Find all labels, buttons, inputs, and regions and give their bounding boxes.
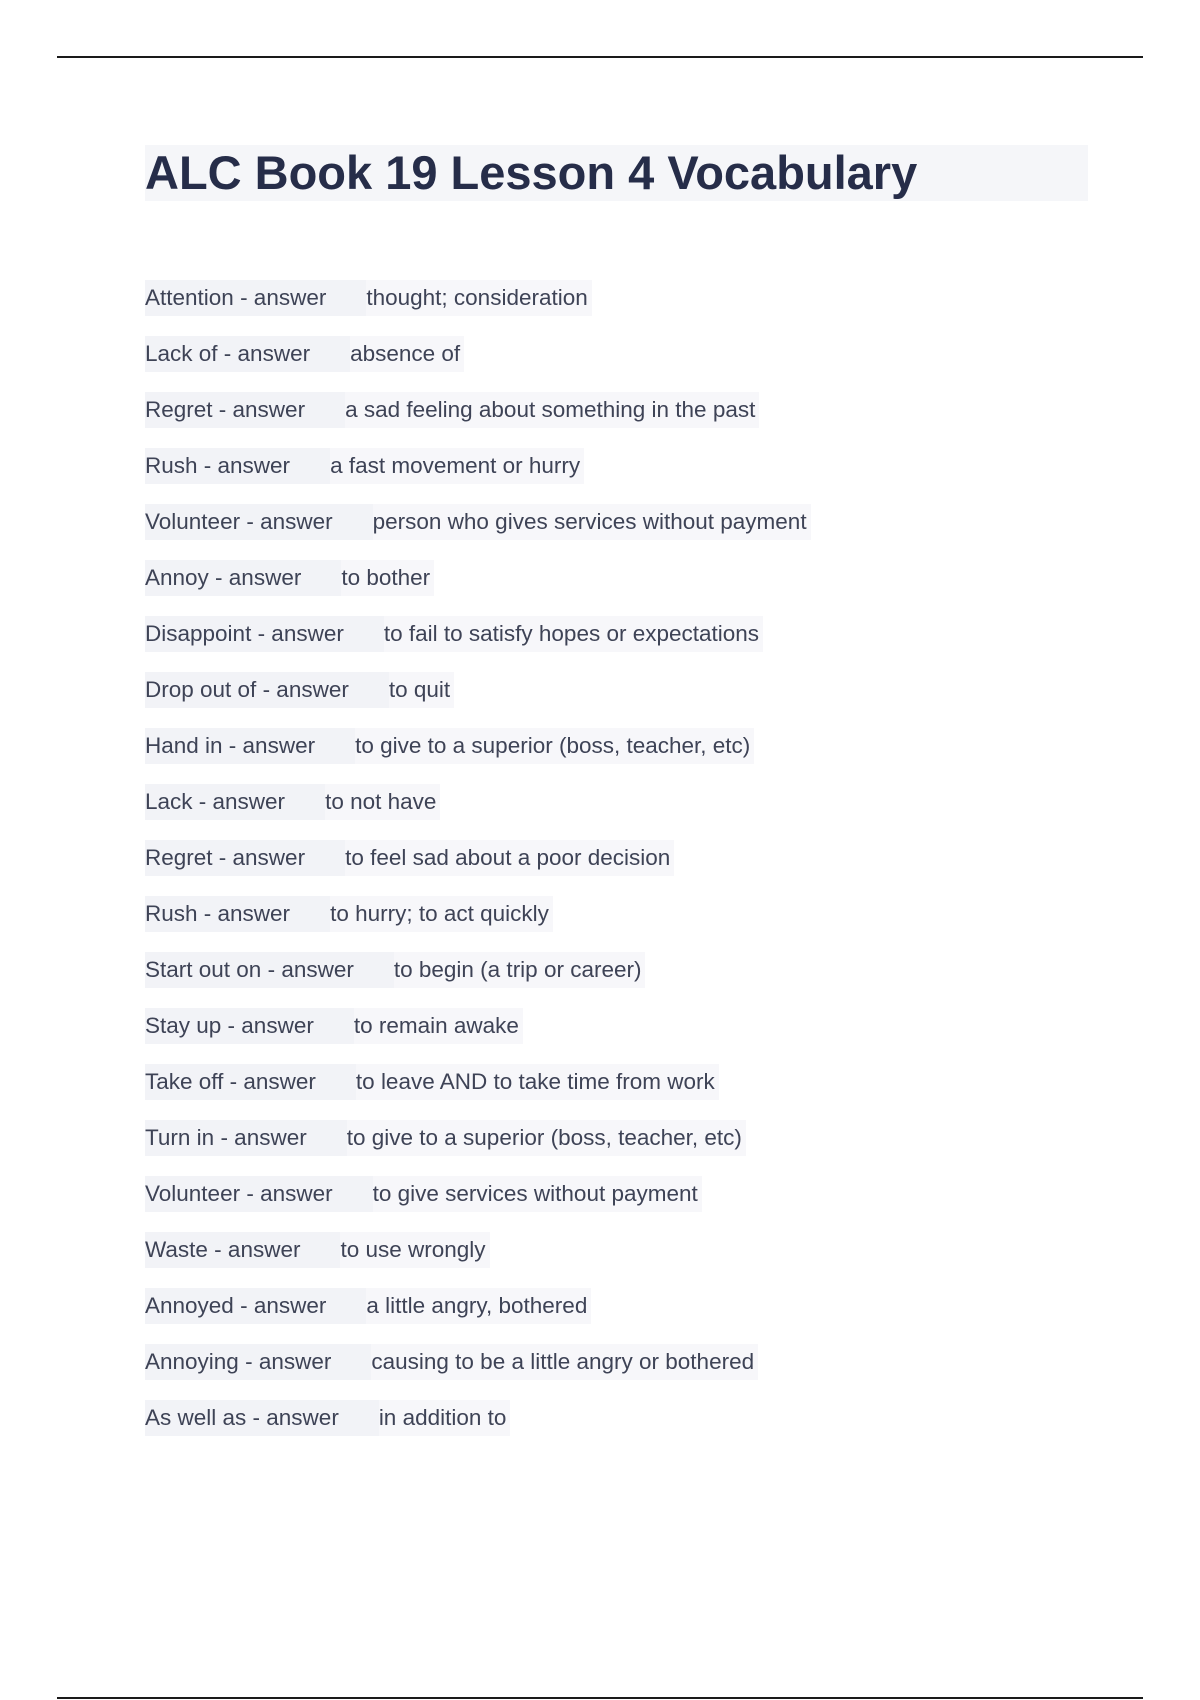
list-item xyxy=(145,504,811,560)
definition: to use wrongly xyxy=(340,1232,489,1268)
definition: to bother xyxy=(341,560,434,596)
definition: to give to a superior (boss, teacher, etc) xyxy=(347,1120,746,1156)
definition: to begin (a trip or career) xyxy=(394,952,646,988)
list-item xyxy=(145,728,811,784)
term: Hand in - answer xyxy=(145,728,355,764)
list-item xyxy=(145,1232,811,1288)
definition: in addition to xyxy=(379,1400,511,1436)
term: Take off - answer xyxy=(145,1064,356,1100)
list-item xyxy=(145,1120,811,1176)
term: Waste - answer xyxy=(145,1232,340,1268)
definition: to fail to satisfy hopes or expectations xyxy=(384,616,763,652)
list-item xyxy=(145,840,811,896)
term: Rush - answer xyxy=(145,896,330,932)
term: Annoyed - answer xyxy=(145,1288,366,1324)
definition: to give services without payment xyxy=(373,1176,702,1212)
term: As well as - answer xyxy=(145,1400,379,1436)
list-item xyxy=(145,560,811,616)
definition: to feel sad about a poor decision xyxy=(345,840,674,876)
list-item xyxy=(145,1008,811,1064)
term: Drop out of - answer xyxy=(145,672,389,708)
header-rule xyxy=(57,56,1143,58)
definition: a fast movement or hurry xyxy=(330,448,584,484)
list-item xyxy=(145,280,811,336)
definition: causing to be a little angry or bothered xyxy=(371,1344,758,1380)
term: Volunteer - answer xyxy=(145,1176,373,1212)
term: Stay up - answer xyxy=(145,1008,354,1044)
list-item xyxy=(145,448,811,504)
list-item xyxy=(145,392,811,448)
list-item xyxy=(145,336,811,392)
list-item xyxy=(145,1344,811,1400)
definition: a sad feeling about something in the past xyxy=(345,392,759,428)
footer-rule xyxy=(57,1697,1143,1699)
definition: to hurry; to act quickly xyxy=(330,896,553,932)
vocabulary-list xyxy=(145,280,811,1456)
definition: to remain awake xyxy=(354,1008,523,1044)
list-item xyxy=(145,1400,811,1456)
list-item xyxy=(145,1176,811,1232)
list-item xyxy=(145,672,811,728)
definition: to quit xyxy=(389,672,454,708)
list-item xyxy=(145,1288,811,1344)
title-block xyxy=(145,145,1088,201)
definition: absence of xyxy=(350,336,464,372)
list-item xyxy=(145,616,811,672)
definition: person who gives services without payment xyxy=(373,504,811,540)
list-item xyxy=(145,1064,811,1120)
page-title: ALC Book 19 Lesson 4 Vocabulary xyxy=(145,146,918,199)
list-item xyxy=(145,784,811,840)
definition: to give to a superior (boss, teacher, etc) xyxy=(355,728,754,764)
term: Regret - answer xyxy=(145,840,345,876)
definition: thought; consideration xyxy=(366,280,591,316)
term: Lack - answer xyxy=(145,784,325,820)
term: Volunteer - answer xyxy=(145,504,373,540)
list-item xyxy=(145,896,811,952)
definition: to leave AND to take time from work xyxy=(356,1064,719,1100)
term: Attention - answer xyxy=(145,280,366,316)
term: Annoy - answer xyxy=(145,560,341,596)
definition: to not have xyxy=(325,784,440,820)
term: Rush - answer xyxy=(145,448,330,484)
term: Disappoint - answer xyxy=(145,616,384,652)
term: Lack of - answer xyxy=(145,336,350,372)
term: Start out on - answer xyxy=(145,952,394,988)
definition: a little angry, bothered xyxy=(366,1288,591,1324)
term: Annoying - answer xyxy=(145,1344,371,1380)
term: Turn in - answer xyxy=(145,1120,347,1156)
list-item xyxy=(145,952,811,1008)
term: Regret - answer xyxy=(145,392,345,428)
